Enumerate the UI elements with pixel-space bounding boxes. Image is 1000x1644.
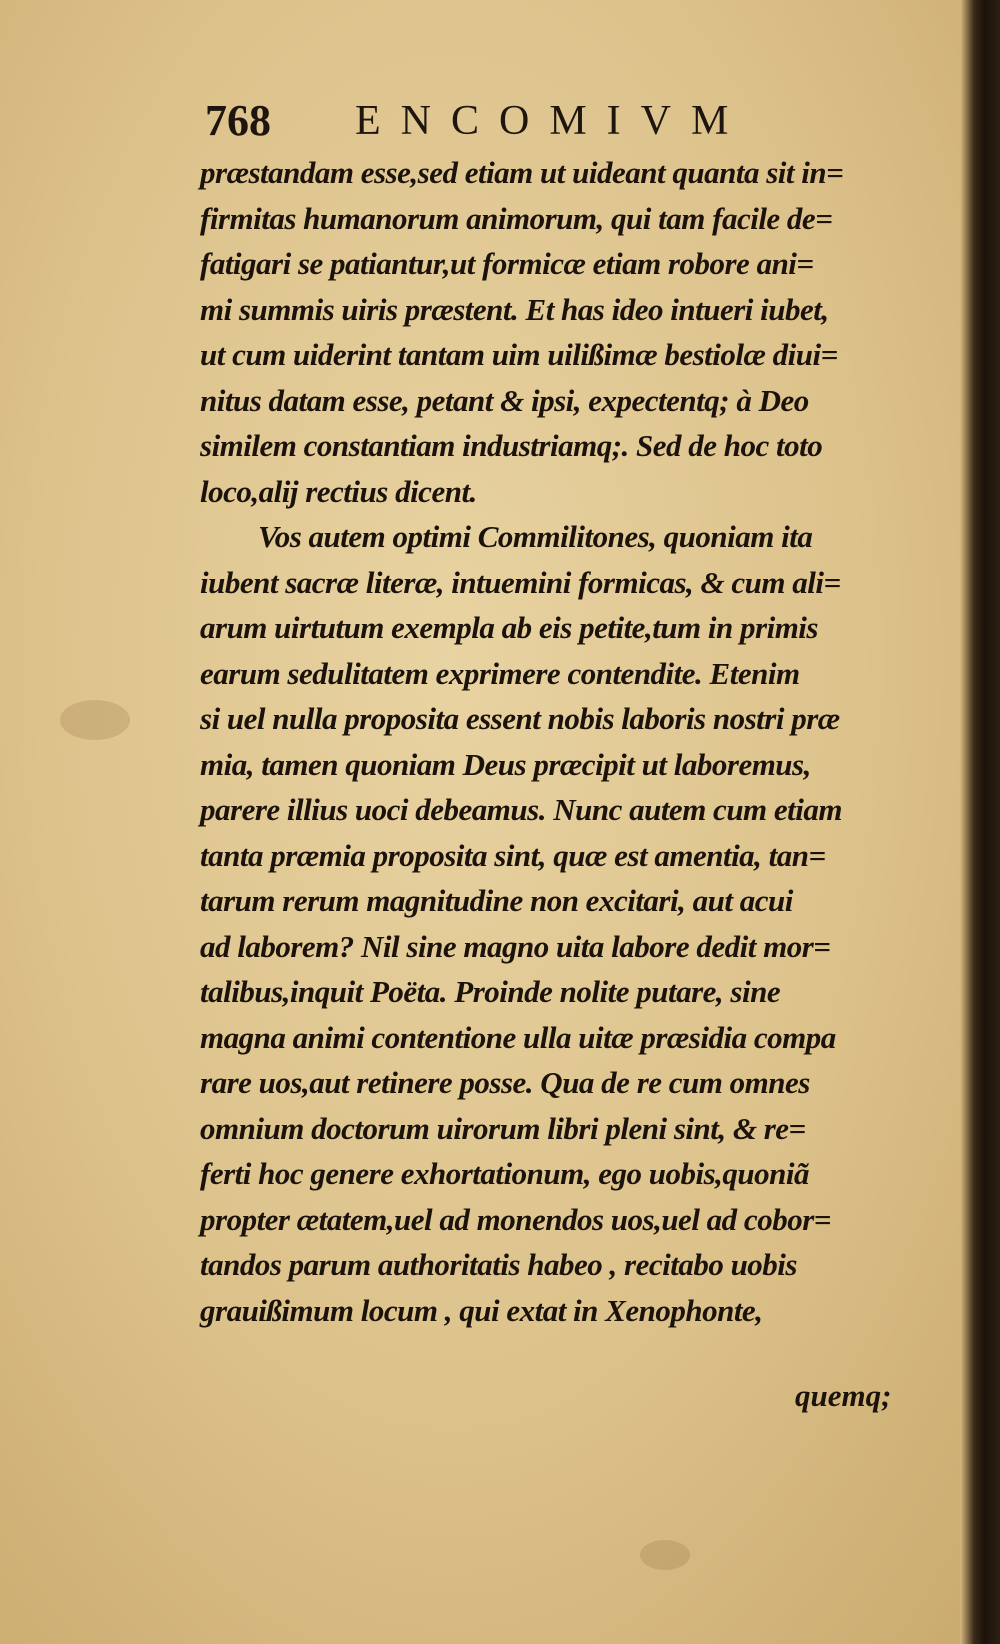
text-line: tandos parum authoritatis habeo , recitabo uobis	[200, 1247, 797, 1282]
text-line: omnium doctorum uirorum libri pleni sint, & re=	[200, 1110, 806, 1146]
text-line: firmitas humanorum animorum, qui tam facile de=	[200, 200, 833, 236]
text-line: mia, tamen quoniam Deus præcipit ut laboremus,	[200, 746, 811, 782]
text-line: propter ætatem,uel ad monendos uos,uel ad cobor=	[200, 1201, 831, 1237]
paper-stain	[60, 700, 130, 740]
paper-stain	[640, 1540, 690, 1570]
text-line: ut cum uiderint tantam uim uilißimæ bestiolæ diui=	[200, 337, 838, 372]
text-line: magna animi contentione ulla uitæ præsidia compa	[200, 1019, 836, 1055]
text-line: iubent sacræ literæ, intuemini formicas, & cum ali=	[200, 564, 841, 600]
text-line: mi summis uiris præstent. Et has ideo intueri iubet,	[200, 291, 829, 327]
text-line: talibus,inquit Poëta. Proinde nolite putare, sine	[200, 974, 781, 1009]
book-gutter	[960, 0, 1000, 1644]
text-line: rare uos,aut retinere posse. Qua de re cum omnes	[200, 1065, 810, 1100]
body-text	[200, 150, 900, 1333]
text-line: similem constantiam industriamq;. Sed de hoc toto	[200, 428, 823, 463]
text-line: tarum rerum magnitudine non excitari, aut acui	[200, 883, 793, 918]
page-number: 768	[205, 96, 271, 145]
text-line: parere illius uoci debeamus. Nunc autem cum etiam	[200, 792, 843, 827]
text-line: earum sedulitatem exprimere contendite. Etenim	[200, 655, 800, 691]
text-line: grauißimum locum , qui extat in Xenophonte,	[200, 1292, 763, 1328]
running-head: ENCOMIVM	[355, 98, 749, 144]
text-line: ferti hoc genere exhortationum, ego uobis,quoniã	[200, 1156, 809, 1191]
page-header	[205, 95, 765, 145]
text-line: tanta præmia proposita sint, quæ est amentia, tan=	[200, 837, 826, 873]
text-line: præstandam esse,sed etiam ut uideant quanta sit in=	[200, 155, 844, 190]
paragraph-start-line: Vos autem optimi Commilitones, quoniam ita	[258, 519, 813, 554]
catchword: quemq;	[795, 1378, 892, 1413]
text-line: ad laborem? Nil sine magno uita labore dedit mor=	[200, 928, 831, 964]
text-line: fatigari se patiantur,ut formicæ etiam robore ani=	[200, 246, 814, 281]
text-line: arum uirtutum exempla ab eis petite,tum in primis	[200, 610, 818, 645]
text-line: nitus datam esse, petant & ipsi, expectentq; à Deo	[200, 382, 809, 418]
text-line: si uel nulla proposita essent nobis laboris nostri præ	[200, 701, 840, 736]
text-line: loco,alij rectius dicent.	[200, 473, 477, 509]
